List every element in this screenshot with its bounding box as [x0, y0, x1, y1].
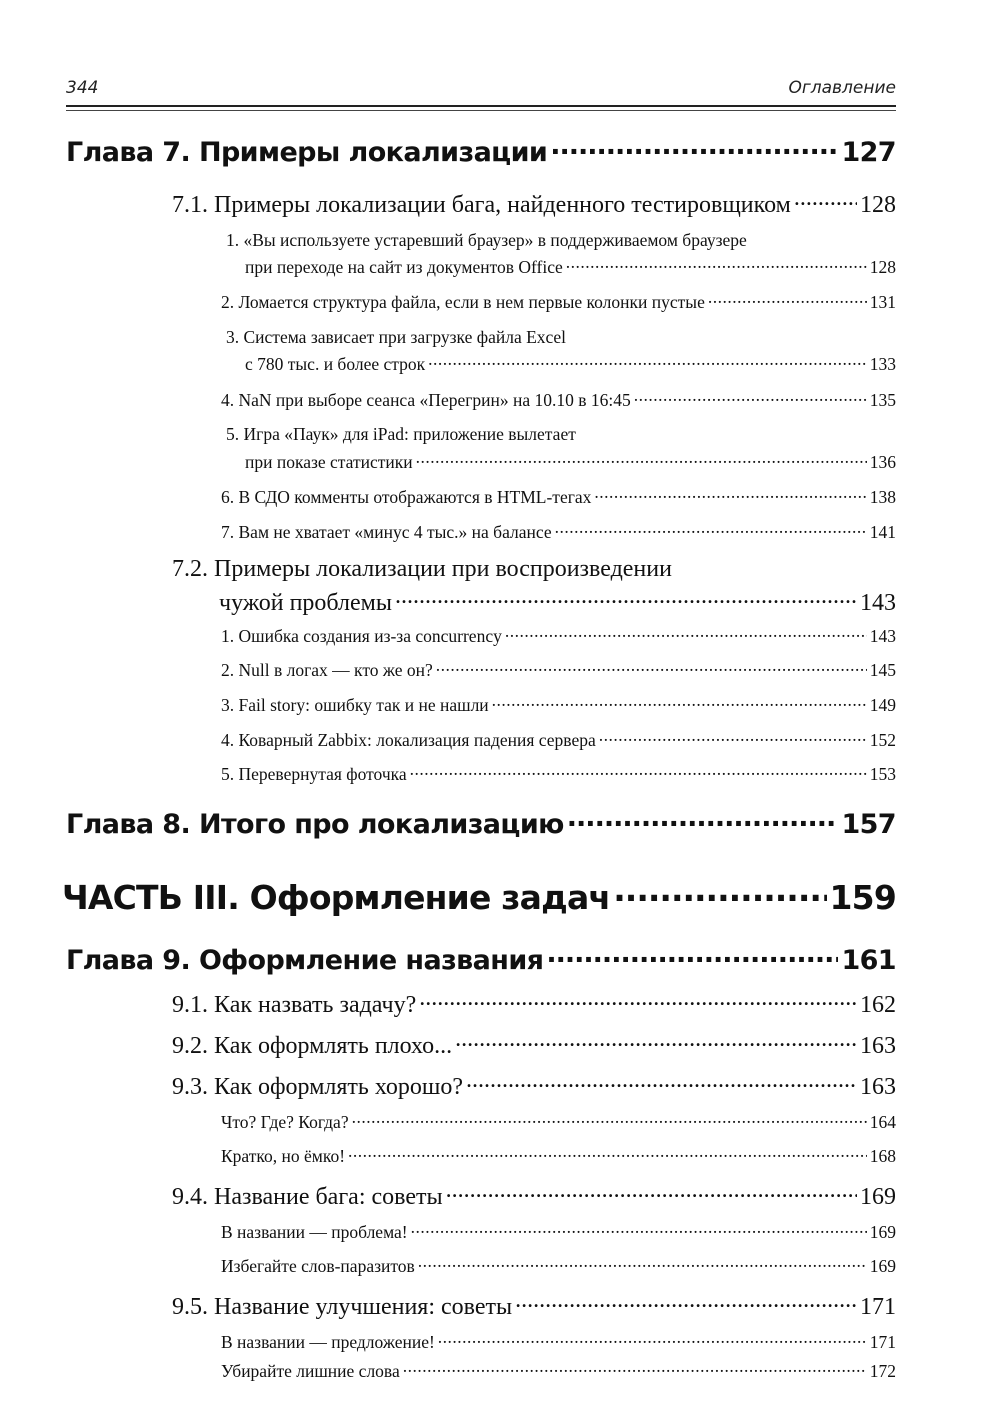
toc-page-number: 127 [841, 137, 896, 168]
toc-item-9-3-2[interactable] [221, 1144, 896, 1167]
toc-entry-title: 9.2. Как оформлять плохо... [172, 1033, 453, 1059]
toc-chapter-9[interactable] [66, 942, 896, 976]
dot-leader [466, 1070, 857, 1094]
toc-item-9-4-1[interactable] [221, 1220, 896, 1243]
dot-leader [546, 942, 838, 969]
toc-item-7-2-1[interactable] [221, 624, 896, 647]
toc-section-7-2[interactable] [219, 586, 896, 617]
dot-leader [492, 693, 867, 711]
dot-leader [566, 255, 867, 273]
toc-item-first-line[interactable]: 5. Игра «Паук» для iPad: приложение вылетает [226, 424, 576, 444]
toc-item-7-2-3[interactable] [221, 693, 896, 716]
toc-page-number: 163 [860, 1033, 896, 1059]
toc-item-7-1-1[interactable] [245, 255, 896, 278]
dot-leader [708, 290, 867, 308]
dot-leader [403, 1359, 867, 1377]
toc-page-number: 128 [869, 256, 896, 277]
toc-page-number: 168 [869, 1145, 896, 1166]
toc-section-9-1[interactable] [172, 988, 896, 1019]
toc-entry-title: 9.4. Название бага: советы [172, 1184, 443, 1210]
toc-item-7-2-4[interactable] [221, 728, 896, 751]
toc-page-number: 169 [869, 1221, 896, 1242]
toc-part-3[interactable] [62, 876, 896, 917]
toc-entry-title: Глава 8. Итого про локализацию [66, 809, 564, 840]
dot-leader [395, 586, 857, 610]
toc-page-number: 135 [869, 389, 896, 410]
dot-leader [419, 988, 857, 1012]
dot-leader [352, 1110, 867, 1128]
toc-item-7-1-6[interactable] [221, 485, 896, 508]
dot-leader [410, 762, 867, 780]
toc-page-number: 133 [869, 353, 896, 374]
dot-leader [411, 1220, 867, 1238]
toc-section-7-1[interactable] [172, 188, 896, 219]
toc-page-number: 171 [860, 1294, 896, 1320]
toc-entry-title: В названии — предложение! [221, 1331, 435, 1352]
toc-item-first-line[interactable]: 3. Система зависает при загрузке файла Excel [226, 327, 566, 347]
toc-item-9-5-1[interactable] [221, 1330, 896, 1353]
toc-entry-title: 1. Ошибка создания из-за concurrency [221, 625, 502, 646]
toc-page-number: 171 [869, 1331, 896, 1352]
toc-page-number: 141 [869, 521, 896, 542]
toc-item-7-1-4[interactable] [221, 388, 896, 411]
dot-leader [794, 188, 857, 212]
toc-item-7-2-2[interactable] [221, 658, 896, 681]
toc-page-number: 143 [860, 590, 896, 616]
dot-leader [594, 485, 866, 503]
toc-chapter-8[interactable] [66, 806, 896, 840]
dot-leader [515, 1290, 857, 1314]
toc-entry-title: 7. Вам не хватает «минус 4 тыс.» на балансе [221, 521, 552, 542]
dot-leader [550, 134, 838, 161]
toc-page-number: 164 [869, 1111, 896, 1132]
toc-page-number: 143 [869, 625, 896, 646]
page-number: 344 [66, 78, 99, 98]
toc-entry-title: Глава 9. Оформление названия [66, 945, 544, 976]
toc-section-9-3[interactable] [172, 1070, 896, 1101]
toc-entry-title: 9.5. Название улучшения: советы [172, 1294, 513, 1320]
dot-leader [436, 658, 867, 676]
toc-page-number: 172 [869, 1360, 896, 1381]
toc-section-9-4[interactable] [172, 1180, 896, 1211]
toc-item-7-1-7[interactable] [221, 520, 896, 543]
toc-entry-title: с 780 тыс. и более строк [245, 353, 426, 374]
toc-page-number: 169 [869, 1255, 896, 1276]
dot-leader [634, 388, 867, 406]
toc-entry-title: 2. Ломается структура файла, если в нем первые колонки пустые [221, 291, 705, 312]
toc-entry-title: при показе статистики [245, 451, 413, 472]
toc-entry-title: 2. Null в логах — кто же он? [221, 659, 433, 680]
dot-leader [455, 1029, 857, 1053]
dot-leader [599, 728, 867, 746]
toc-item-9-5-2[interactable] [221, 1359, 896, 1382]
toc-entry-title: 7.1. Примеры локализации бага, найденного тестировщиком [172, 192, 791, 218]
toc-item-7-1-2[interactable] [221, 290, 896, 313]
dot-leader [555, 520, 867, 538]
toc-entry-title: Что? Где? Когда? [221, 1111, 349, 1132]
dot-leader [613, 876, 826, 909]
toc-entry-title: 5. Перевернутая фоточка [221, 763, 407, 784]
toc-page-number: 153 [869, 763, 896, 784]
toc-entry-title: 4. Коварный Zabbix: локализация падения сервера [221, 729, 596, 750]
dot-leader [567, 806, 839, 833]
toc-page-number: 128 [860, 192, 896, 218]
toc-entry-title: чужой проблемы [219, 590, 392, 616]
dot-leader [428, 352, 867, 370]
toc-entry-title: Кратко, но ёмко! [221, 1145, 346, 1166]
toc-entry-title: ЧАСТЬ III. Оформление задач [62, 878, 611, 917]
running-header [66, 78, 896, 98]
dot-leader [416, 450, 867, 468]
toc-page-number: 131 [869, 291, 896, 312]
running-title: Оглавление [788, 78, 896, 98]
toc-entry-title: 4. NaN при выборе сеанса «Перегрин» на 10.10 в 16:45 [221, 389, 631, 410]
toc-entry-title: Глава 7. Примеры локализации [66, 137, 548, 168]
toc-page-number: 169 [860, 1184, 896, 1210]
dot-leader [438, 1330, 867, 1348]
toc-page-number: 162 [860, 992, 896, 1018]
toc-entry-title: Избегайте слов-паразитов [221, 1255, 415, 1276]
toc-section-first-line[interactable]: 7.2. Примеры локализации при воспроизведении [172, 556, 672, 582]
toc-item-7-2-5[interactable] [221, 762, 896, 785]
toc-page-number: 149 [869, 694, 896, 715]
toc-entry-title: В названии — проблема! [221, 1221, 408, 1242]
toc-entry-title: 9.1. Как назвать задачу? [172, 992, 417, 1018]
toc-chapter-7[interactable] [66, 134, 896, 168]
dot-leader [348, 1144, 867, 1162]
toc-item-9-4-2[interactable] [221, 1254, 896, 1277]
toc-page-number: 157 [841, 809, 896, 840]
toc-section-9-2[interactable] [172, 1029, 896, 1060]
toc-section-9-5[interactable] [172, 1290, 896, 1321]
toc-item-first-line[interactable]: 1. «Вы используете устаревший браузер» в поддерживаемом браузере [226, 230, 747, 250]
dot-leader [505, 624, 867, 642]
toc-entry-title: при переходе на сайт из документов Office [245, 256, 563, 277]
toc-item-9-3-1[interactable] [221, 1110, 896, 1133]
dot-leader [446, 1180, 857, 1204]
toc-item-7-1-5[interactable] [245, 450, 896, 473]
toc-page-number: 159 [829, 878, 896, 917]
toc-item-7-1-3[interactable] [245, 352, 896, 375]
toc-entry-title: 9.3. Как оформлять хорошо? [172, 1074, 464, 1100]
toc-page-number: 136 [869, 451, 896, 472]
toc-page-number: 152 [869, 729, 896, 750]
toc-entry-title: Убирайте лишние слова [221, 1360, 400, 1381]
toc-page-number: 145 [869, 659, 896, 680]
toc-page-number: 161 [841, 945, 896, 976]
toc-entry-title: 3. Fail story: ошибку так и не нашли [221, 694, 489, 715]
toc-page-number: 163 [860, 1074, 896, 1100]
toc-entry-title: 6. В СДО комменты отображаются в HTML-тегах [221, 486, 592, 507]
toc-page-number: 138 [869, 486, 896, 507]
header-rule [66, 105, 896, 111]
dot-leader [418, 1254, 867, 1272]
